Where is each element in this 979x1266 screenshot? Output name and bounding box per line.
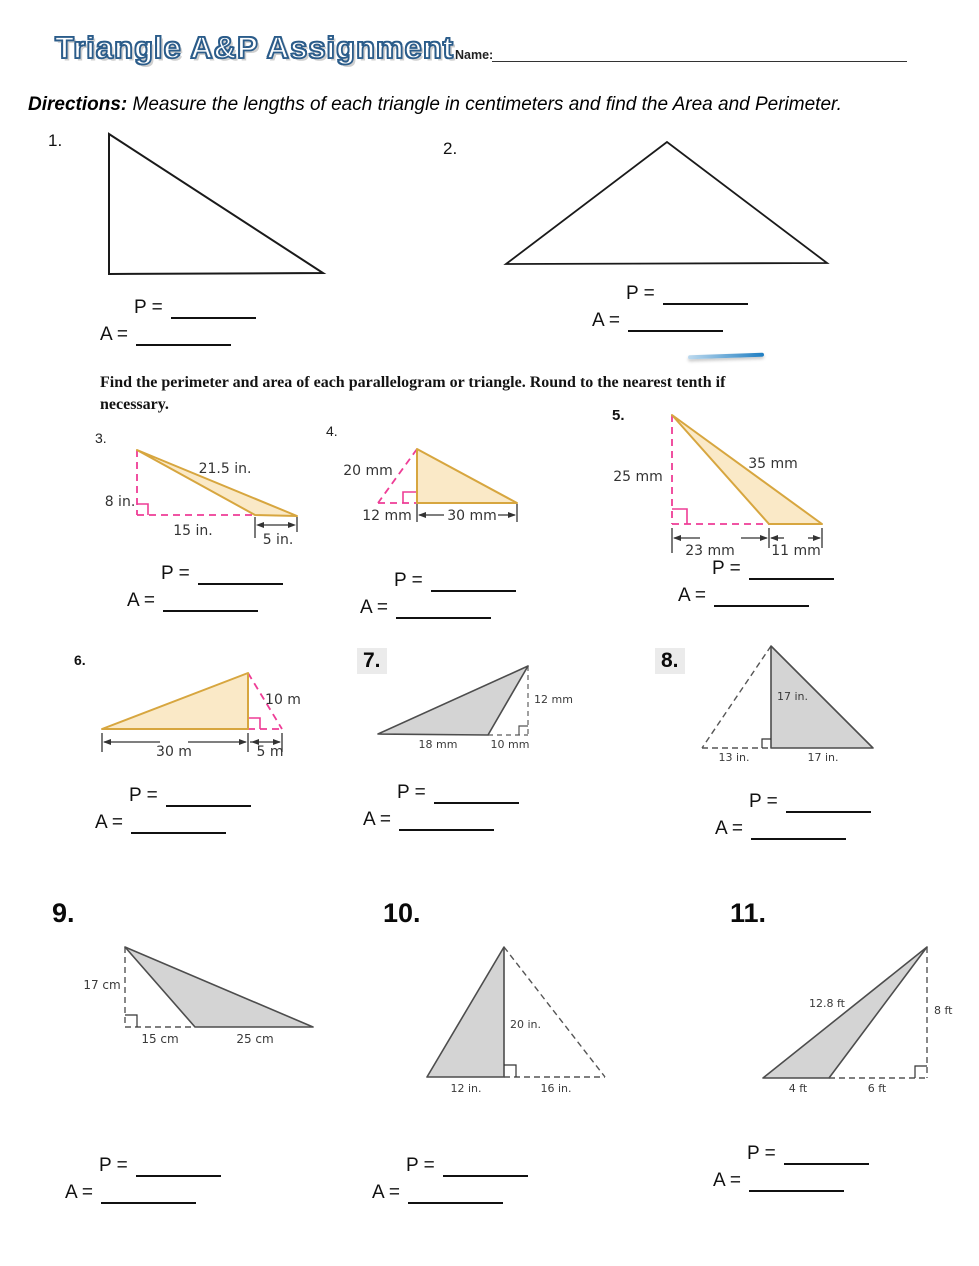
area-blank[interactable] [136, 324, 231, 346]
area-blank[interactable] [751, 818, 846, 840]
base-left-label: 4 ft [788, 1082, 808, 1095]
perimeter-label: P = [747, 1143, 776, 1164]
directions-text: Directions: Measure the lengths of each triangle in centimeters and find the Area and Perimeter. [28, 94, 842, 115]
base-right-label: 25 cm [236, 1032, 274, 1046]
area-label: A = [127, 590, 155, 611]
answers-p11 [713, 1143, 869, 1192]
area-label: A = [65, 1182, 93, 1203]
answers-p10 [372, 1155, 528, 1204]
triangle-1-figure [95, 125, 340, 285]
base-right-label: 5 m [256, 744, 284, 760]
area-label: A = [372, 1182, 400, 1203]
right-angle-mark [125, 1015, 137, 1027]
problem-6-number: 6. [74, 652, 86, 668]
triangle-5-shape [672, 415, 822, 524]
area-blank[interactable] [163, 590, 258, 612]
worksheet-title: Triangle A&P Assignment [55, 30, 455, 65]
triangle-3-shape [137, 450, 297, 516]
right-angle-mark [248, 718, 260, 729]
hypotenuse-label: 21.5 in. [198, 461, 252, 477]
right-angle-mark [137, 504, 148, 515]
triangle-10-shape [427, 947, 504, 1077]
base-right-label: 30 mm [447, 508, 497, 524]
area-blank[interactable] [131, 812, 226, 834]
area-blank[interactable] [714, 585, 809, 607]
problem-7-number: 7. [357, 648, 387, 674]
name-label: Name: [455, 48, 494, 62]
perimeter-label: P = [394, 570, 423, 591]
base-left-label: 12 in. [450, 1082, 482, 1095]
triangle-2-figure [490, 132, 840, 277]
triangle-1-shape [109, 134, 323, 274]
base-left-label: 15 in. [173, 523, 213, 539]
perimeter-label: P = [99, 1155, 128, 1176]
triangle-4-shape [417, 449, 517, 503]
triangle-7-shape [378, 666, 528, 735]
base-left-label: 23 mm [685, 543, 735, 559]
perimeter-blank[interactable] [431, 570, 516, 592]
problem-11-number: 11. [730, 898, 767, 928]
perimeter-blank[interactable] [784, 1143, 869, 1165]
blue-swoosh-graphic [688, 353, 764, 359]
triangle-11-figure [745, 935, 957, 1097]
area-label: A = [713, 1170, 741, 1191]
problem-10-number: 10. [383, 898, 421, 928]
area-label: A = [95, 812, 123, 833]
area-label: A = [715, 818, 743, 839]
perimeter-blank[interactable] [663, 283, 748, 305]
area-label: A = [100, 324, 128, 345]
base-left-label: 15 cm [141, 1032, 179, 1046]
problem-5-number: 5. [612, 407, 625, 424]
perimeter-label: P = [626, 283, 655, 304]
base-right-label: 17 in. [807, 751, 839, 764]
triangle-8-figure [665, 638, 895, 766]
answers-p7 [363, 782, 519, 831]
triangle-2-shape [506, 142, 827, 264]
height-label: 20 in. [510, 1018, 542, 1031]
height-label: 25 mm [613, 469, 663, 485]
area-blank[interactable] [399, 809, 494, 831]
perimeter-label: P = [161, 563, 190, 584]
triangle-9-figure [80, 935, 340, 1050]
height-label: 12 mm [534, 693, 573, 706]
answers-p5 [678, 558, 834, 607]
triangle-10-figure [415, 935, 625, 1097]
problem-1-number: 1. [48, 131, 63, 150]
slant-dashed-lines [702, 646, 771, 748]
perimeter-blank[interactable] [198, 563, 283, 585]
area-label: A = [360, 597, 388, 618]
area-blank[interactable] [749, 1170, 844, 1192]
slant-label: 20 mm [343, 463, 393, 479]
problem-8-number: 8. [655, 648, 685, 674]
answers-p3 [127, 563, 283, 612]
base-left-label: 18 mm [418, 738, 458, 751]
area-label: A = [592, 310, 620, 331]
directions-label: Directions: [28, 94, 128, 115]
problem-3-number: 3. [95, 430, 107, 446]
perimeter-blank[interactable] [171, 297, 256, 319]
answers-p1 [100, 297, 256, 346]
perimeter-blank[interactable] [166, 785, 251, 807]
slant-dashed-lines [504, 947, 605, 1077]
answers-p6 [95, 785, 251, 834]
right-angle-mark [915, 1066, 927, 1078]
base-left-label: 30 m [156, 744, 192, 760]
triangle-9-shape [125, 947, 313, 1027]
triangle-11-shape [763, 947, 927, 1078]
height-label: 8 ft [934, 1004, 953, 1017]
perimeter-label: P = [749, 791, 778, 812]
problem-4-number: 4. [326, 423, 338, 439]
right-angle-mark [519, 726, 528, 735]
area-blank[interactable] [628, 310, 723, 332]
triangle-4-figure [330, 438, 530, 530]
triangle-7-figure [365, 655, 580, 755]
right-angle-mark [672, 509, 687, 524]
right-angle-mark [504, 1065, 516, 1077]
base-left-label: 13 in. [718, 751, 750, 764]
triangle-6-figure [90, 660, 305, 762]
answers-p2 [592, 283, 748, 332]
section-2-instructions: Find the perimeter and area of each parallelogram or triangle. Round to the nearest tenth if necessary. [100, 374, 726, 413]
perimeter-label: P = [712, 558, 741, 579]
height-label: 17 in. [777, 690, 809, 703]
height-label: 17 cm [83, 978, 121, 992]
hypotenuse-label: 35 mm [748, 456, 798, 472]
problem-9-number: 9. [52, 898, 75, 928]
name-blank-line[interactable] [492, 60, 907, 62]
triangle-5-figure [608, 405, 858, 560]
answers-p8 [715, 791, 871, 840]
perimeter-blank[interactable] [434, 782, 519, 804]
height-label: 8 in. [104, 494, 136, 510]
area-blank[interactable] [101, 1182, 196, 1204]
triangle-6-shape [102, 673, 248, 729]
perimeter-blank[interactable] [749, 558, 834, 580]
base-right-label: 5 in. [262, 532, 294, 548]
perimeter-label: P = [134, 297, 163, 318]
area-label: A = [678, 585, 706, 606]
perimeter-blank[interactable] [786, 791, 871, 813]
perimeter-label: P = [129, 785, 158, 806]
answers-p9 [65, 1155, 221, 1204]
base-right-label: 16 in. [540, 1082, 572, 1095]
answers-p4 [360, 570, 516, 619]
base-left-label: 12 mm [362, 508, 412, 524]
right-angle-mark [403, 492, 417, 503]
slant-label: 10 m [265, 692, 301, 708]
area-label: A = [363, 809, 391, 830]
triangle-3-figure [95, 440, 315, 548]
area-blank[interactable] [408, 1182, 503, 1204]
base-right-label: 6 ft [867, 1082, 887, 1095]
base-right-label: 11 mm [771, 543, 821, 559]
perimeter-blank[interactable] [443, 1155, 528, 1177]
area-blank[interactable] [396, 597, 491, 619]
hypotenuse-label: 12.8 ft [809, 997, 845, 1010]
base-right-label: 10 mm [490, 738, 530, 751]
problem-2-number: 2. [443, 139, 458, 158]
perimeter-blank[interactable] [136, 1155, 221, 1177]
right-angle-mark [762, 739, 771, 748]
perimeter-label: P = [406, 1155, 435, 1176]
perimeter-label: P = [397, 782, 426, 803]
